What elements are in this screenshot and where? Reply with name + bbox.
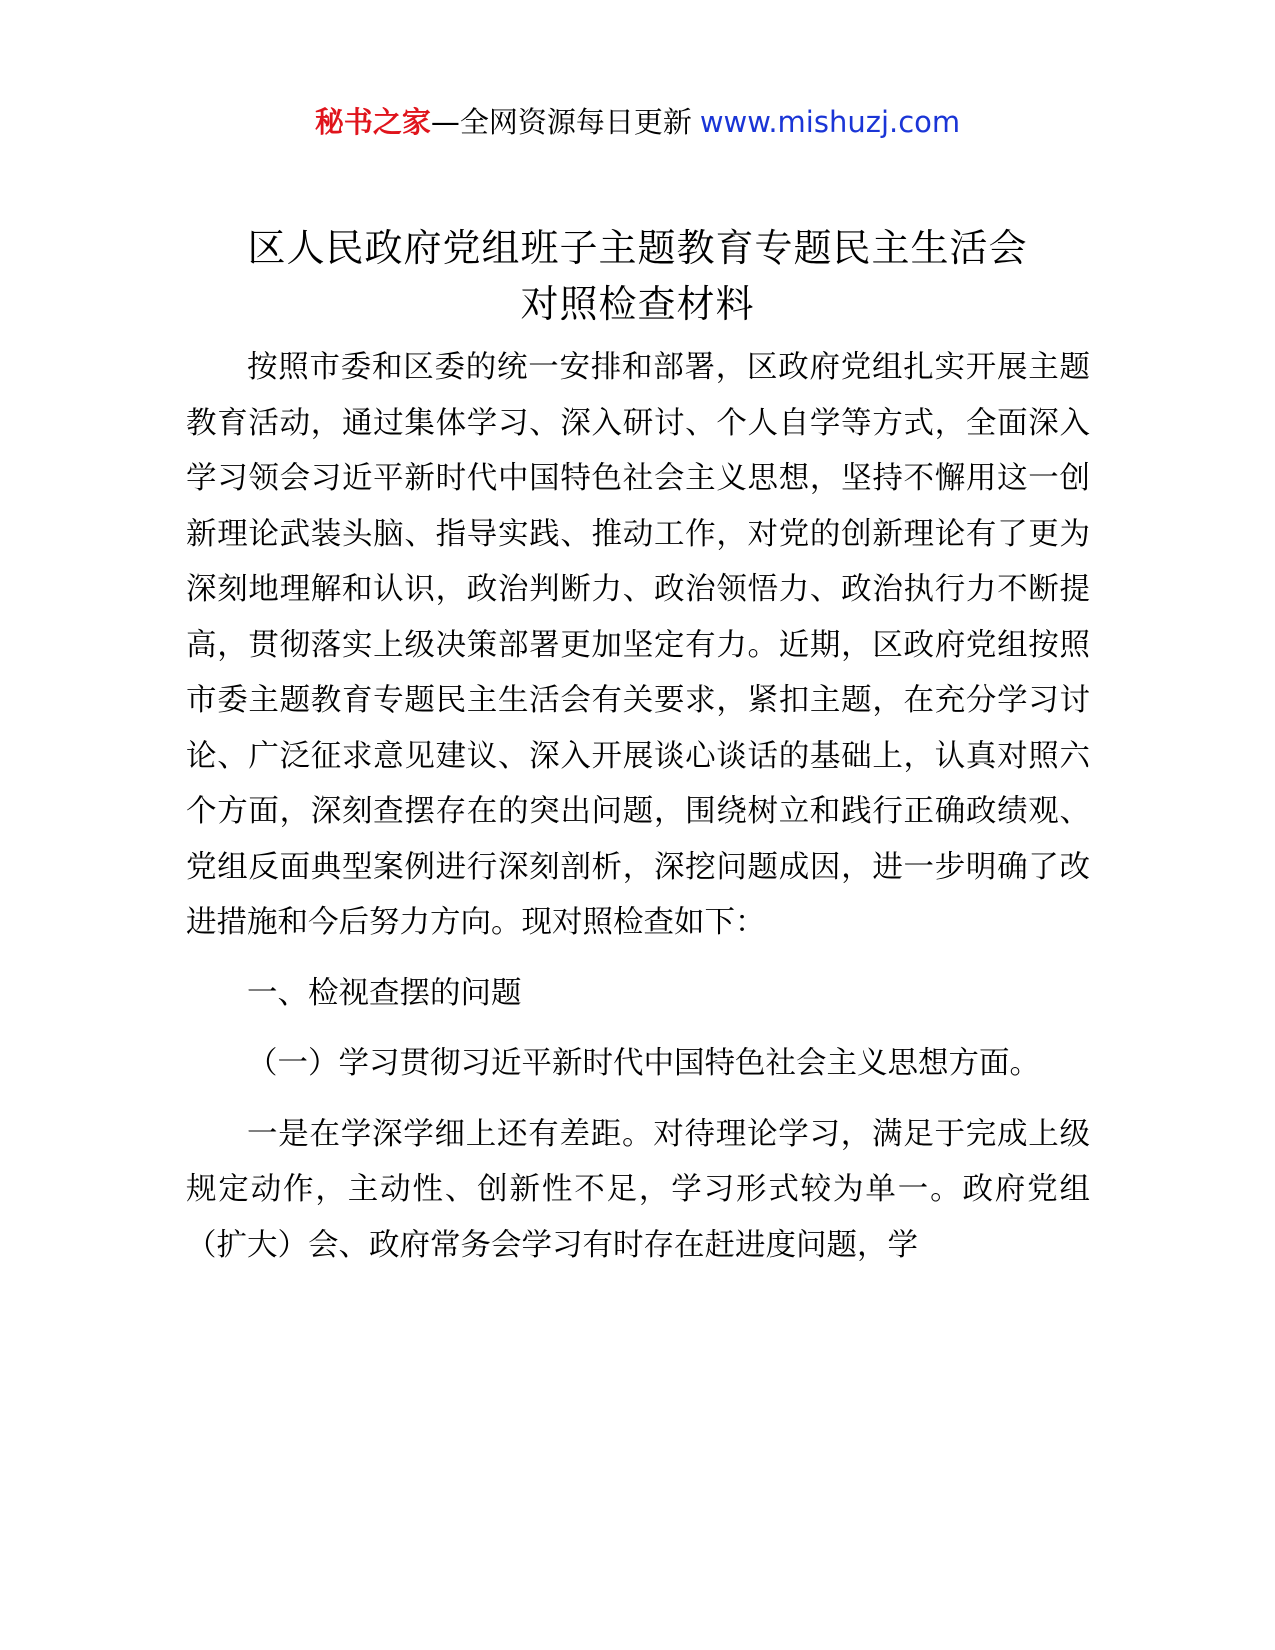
title-line-1: 区人民政府党组班子主题教育专题民主生活会 bbox=[247, 226, 1028, 270]
document-title bbox=[150, 220, 1125, 332]
intro-paragraph: 按照市委和区委的统一安排和部署，区政府党组扎实开展主题教育活动，通过集体学习、深入研讨、个人自学等方式，全面深入学习领会习近平新时代中国特色社会主义思想，坚持不懈用这一创新理论武装头脑、指导实践、推动工作，对党的创新理论有了更为深刻地理解和认识，政治判断力、政治领悟力、政治执行力不断提高，贯彻落实上级决策部署更加坚定有力。近期，区政府党组按照市委主题教育专题民主生活会有关要求，紧扣主题，在充分学习讨论、广泛征求意见建议、深入开展谈心谈话的基础上，认真对照六个方面，深刻查摆存在的突出问题，围绕树立和践行正确政绩观、党组反面典型案例进行深刻剖析，深挖问题成因，进一步明确了改进措施和今后努力方向。现对照检查如下： bbox=[186, 350, 1090, 940]
subsection-heading-1: （一）学习贯彻习近平新时代中国特色社会主义思想方面。 bbox=[247, 1046, 1040, 1081]
title-line-2: 对照检查材料 bbox=[520, 282, 755, 326]
body-paragraph-1: 一是在学深学细上还有差距。对待理论学习，满足于完成上级规定动作，主动性、创新性不足，学习形式较为单一。政府党组（扩大）会、政府常务会学习有时存在赶进度问题，学 bbox=[186, 1116, 1090, 1263]
section-heading-1: 一、检视查摆的问题 bbox=[247, 975, 522, 1011]
document-body bbox=[186, 340, 1090, 1273]
page-header bbox=[0, 102, 1275, 142]
brand-name: 秘书之家 bbox=[314, 105, 431, 139]
website-link[interactable]: www.mishuzj.com bbox=[699, 105, 961, 139]
header-tagline: —全网资源每日更新 bbox=[430, 105, 692, 139]
